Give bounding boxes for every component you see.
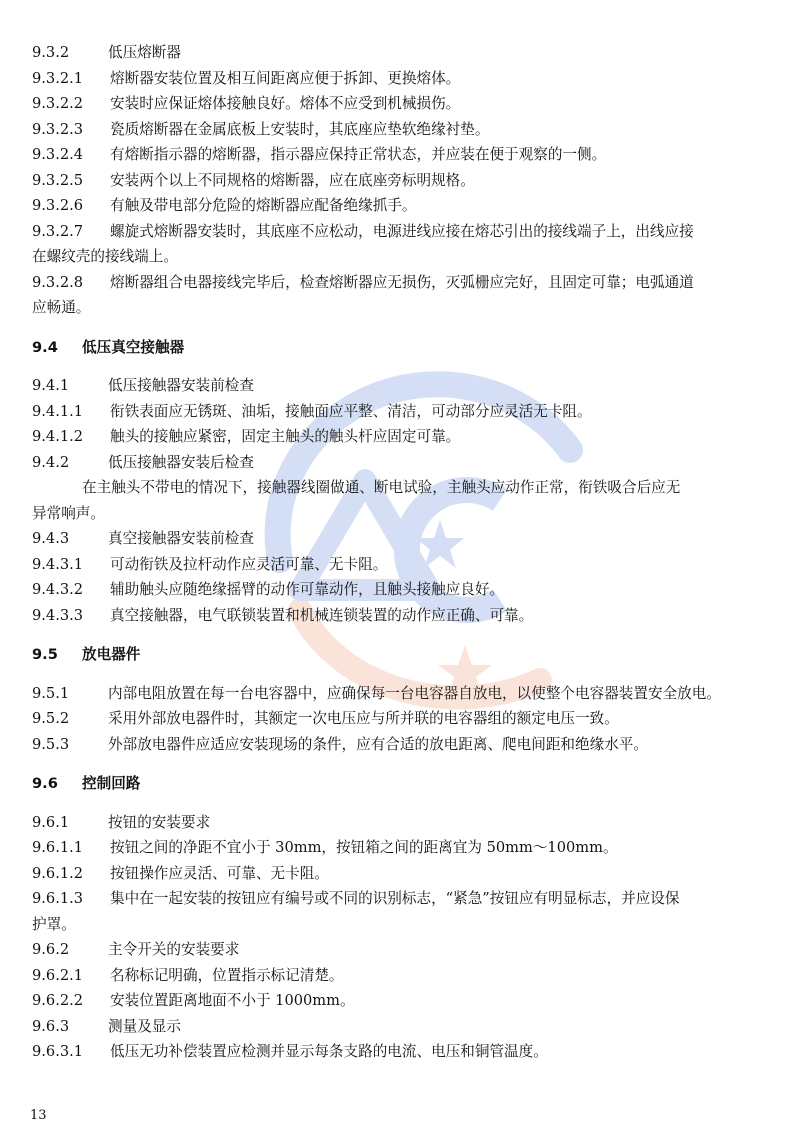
clause-item: 9.6.1.1 按钮之间的净距不宜小于 30mm，按钮箱之间的距离宜为 50mm～100mm。 (32, 839, 618, 856)
document-body (32, 40, 772, 1065)
subsection-heading: 9.6.2 主令开关的安装要求 (32, 941, 240, 958)
clause-item: 9.3.2.1 熔断器安装位置及相互间距离应便于拆卸、更换熔体。 (32, 69, 461, 87)
clause-item: 9.6.1.2 按钮操作应灵活、可靠、无卡阻。 (32, 864, 329, 882)
clause-item: 9.3.2.5 安装两个以上不同规格的熔断器，应在底座旁标明规格。 (32, 171, 475, 189)
subsection-heading: 9.6.1 按钮的安装要求 (32, 813, 211, 831)
subsection-heading: 9.4.3 真空接触器安装前检查 (32, 530, 254, 547)
subsection-heading: 9.6.3 测量及显示 (32, 1017, 181, 1035)
clause-item: 9.6.3.1 低压无功补偿装置应检测并显示每条支路的电流、电压和铜管温度。 (32, 1043, 548, 1060)
section-heading: 9.5 放电器件 (32, 646, 141, 663)
clause-item: 9.6.2.2 安装位置距离地面不小于 1000mm。 (32, 992, 355, 1009)
clause-item: 9.3.2.8 熔断器组合电器接线完毕后，检查熔断器应无损伤，灭弧栅应完好，且固定可靠；电弧通道 (32, 273, 694, 291)
clause-item: 9.4.1.2 触头的接触应紧密，固定主触头的触头杆应固定可靠。 (32, 428, 461, 445)
subsection-heading: 9.5.3 外部放电器件应适应安装现场的条件，应有合适的放电距离、爬电间距和绝缘水平。 (32, 735, 648, 753)
clause-item: 9.3.2.6 有触及带电部分危险的熔断器应配备绝缘抓手。 (32, 197, 417, 214)
clause-item: 9.3.2.3 瓷质熔断器在金属底板上安装时，其底座应垫软绝缘衬垫。 (32, 120, 490, 138)
clause-item: 9.4.1.1 衔铁表面应无锈斑、油垢，接触面应平整、清洁，可动部分应灵活无卡阻。 (32, 402, 592, 420)
clause-item: 9.6.2.1 名称标记明确，位置指示标记清楚。 (32, 966, 344, 984)
clause-continuation: 护罩。 (32, 915, 76, 933)
clause-continuation: 在螺纹壳的接线端上。 (32, 248, 178, 265)
subsection-heading: 9.5.1 内部电阻放置在每一台电容器中，应确保每一台电容器自放电，以使整个电容器装置安全放电。 (32, 684, 721, 702)
clause-item: 9.3.2.4 有熔断指示器的熔断器，指示器应保持正常状态，并应装在便于观察的一侧。 (32, 146, 607, 163)
subsection-heading: 9.5.2 采用外部放电器件时，其额定一次电压应与所并联的电容器组的额定电压一致。 (32, 710, 619, 727)
section-heading: 9.4 低压真空接触器 (32, 338, 185, 356)
clause-item: 9.4.3.3 真空接触器，电气联锁装置和机械连锁装置的动作应正确、可靠。 (32, 606, 534, 624)
subsection-heading: 9.4.1 低压接触器安装前检查 (32, 377, 254, 394)
subsection-heading: 9.3.2 低压熔断器 (32, 44, 181, 61)
clause-continuation: 应畅通。 (32, 299, 91, 316)
clause-item: 9.6.1.3 集中在一起安装的按钮应有编号或不同的识别标志，“紧急”按钮应有明显标志，并应设保 (32, 890, 680, 907)
clause-item: 9.3.2.2 安装时应保证熔体接触良好。熔体不应受到机械损伤。 (32, 95, 461, 112)
clause-item: 9.4.3.2 辅助触头应随绝缘摇臂的动作可靠动作，且触头接触应良好。 (32, 581, 505, 598)
page-number: 13 (30, 1108, 47, 1123)
subsection-heading: 9.4.2 低压接触器安装后检查 (32, 453, 254, 471)
clause-item: 9.4.3.1 可动衔铁及拉杆动作应灵活可靠、无卡阻。 (32, 555, 388, 573)
clause-item: 9.3.2.7 螺旋式熔断器安装时，其底座不应松动，电源进线应接在熔芯引出的接线端子上，出线应接 (32, 222, 694, 240)
paragraph: 在主触头不带电的情况下，接触器线圈做通、断电试验，主触头应动作正常，衔铁吸合后应无 (82, 479, 681, 496)
paragraph-continuation: 异常响声。 (32, 504, 105, 522)
section-heading: 9.6 控制回路 (32, 775, 141, 792)
